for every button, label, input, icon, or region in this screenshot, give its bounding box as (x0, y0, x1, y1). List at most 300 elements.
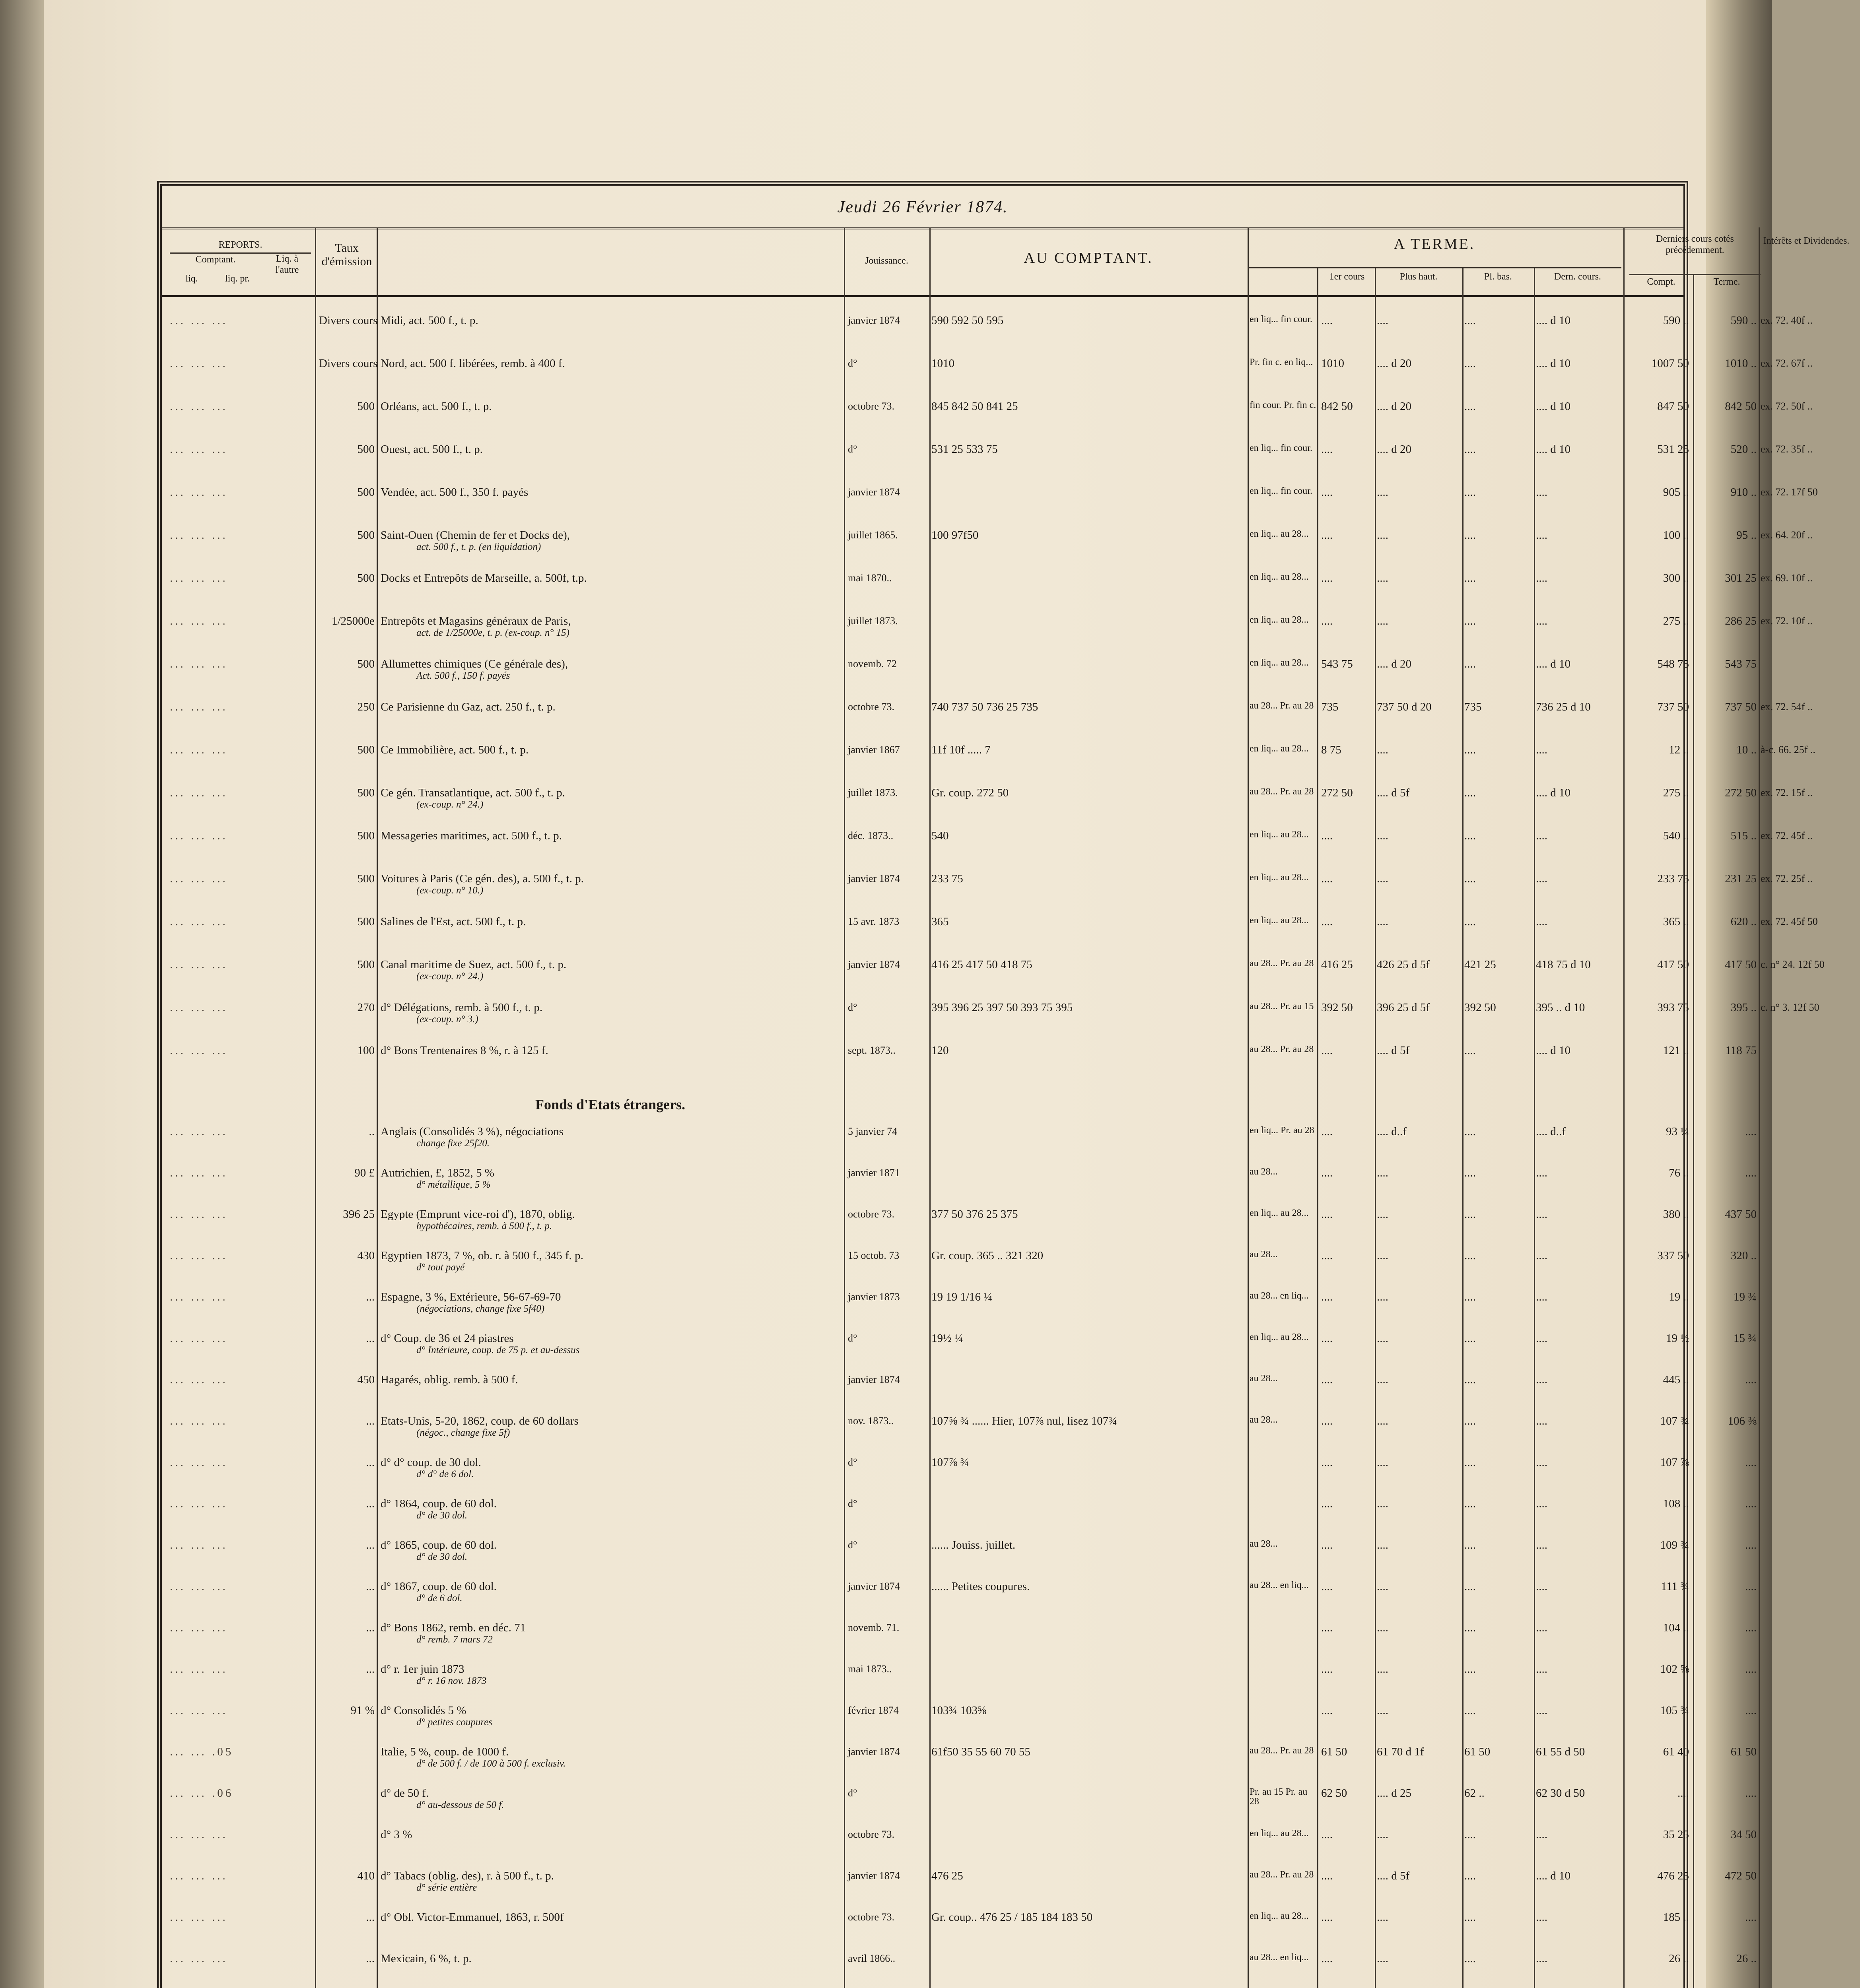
cell-first (1321, 357, 1373, 369)
cell-first-text: .... (1321, 1663, 1333, 1675)
cell-comp (931, 916, 1246, 928)
cell-bas-text: 735 (1464, 701, 1482, 713)
cell-plus-text: .... (1377, 1663, 1388, 1675)
cell-rep (170, 1746, 311, 1758)
cell-name-text: Allumettes chimiques (Ce générale des), (381, 658, 568, 670)
cell-rep-text: ... ... ... (170, 615, 228, 627)
cell-plus (1377, 529, 1460, 541)
cell-bas (1464, 1208, 1532, 1220)
cell-comp (931, 1705, 1246, 1716)
cell-lterm (1693, 1705, 1757, 1716)
cell-lterm (1693, 701, 1757, 713)
cell-lterm-text: .... (1745, 1787, 1757, 1800)
cell-taux-text: ... (366, 1621, 375, 1634)
cell-terme-text: au 28... Pr. au 28 (1250, 701, 1314, 711)
cell-lcomp (1633, 357, 1689, 369)
cell-first-text: 8 75 (1321, 744, 1341, 756)
cell-plus (1377, 1539, 1460, 1551)
cell-comp (931, 529, 1246, 541)
cell-name (381, 1787, 842, 1811)
cell-dern-text: .... (1536, 1291, 1547, 1303)
cell-plus (1377, 959, 1460, 971)
cell-plus-text: .... (1377, 1373, 1388, 1386)
cell-name (381, 357, 842, 369)
cell-bas-text: 61 50 (1464, 1745, 1491, 1758)
cell-plus (1377, 1787, 1460, 1799)
cell-div (1761, 615, 1860, 627)
table-row (162, 1455, 1757, 1479)
cell-terme-text: fin cour. Pr. fin c. (1250, 400, 1316, 410)
cell-taux (319, 1332, 375, 1344)
cell-terme (1250, 400, 1317, 410)
cell-rep-text: ... ... ... (170, 1044, 228, 1057)
cell-plus (1377, 486, 1460, 498)
cell-lterm (1693, 529, 1757, 541)
cell-jouis (848, 615, 927, 627)
cell-dern (1536, 1044, 1619, 1056)
cell-name (381, 1580, 842, 1604)
cell-dern (1536, 486, 1619, 498)
cell-name (381, 701, 842, 713)
cell-plus-text: .... (1377, 1332, 1388, 1345)
cell-first (1321, 400, 1373, 412)
cell-bas (1464, 959, 1532, 971)
cell-lterm (1693, 959, 1757, 971)
cell-terme (1250, 315, 1317, 324)
cell-terme (1250, 1911, 1317, 1921)
cell-first-text: .... (1321, 615, 1333, 627)
cell-jouis-text: octobre 73. (848, 1208, 894, 1220)
cell-dern-text: .... (1536, 829, 1547, 842)
cell-taux (319, 572, 375, 584)
cell-lterm-text: 231 25 (1725, 872, 1757, 885)
cell-jouis (848, 1291, 927, 1303)
cell-first (1321, 658, 1373, 670)
cell-dern-text: 418 75 d 10 (1536, 958, 1591, 971)
cell-name-sub: Act. 500 f., 150 f. payés (416, 670, 510, 681)
cell-first-text: .... (1321, 1208, 1333, 1221)
cell-terme-text: en liq... au 28... (1250, 829, 1309, 840)
table-row (162, 1538, 1757, 1562)
cell-dern (1536, 1002, 1619, 1013)
cell-dern-text: 62 30 d 50 (1536, 1787, 1585, 1800)
cell-div (1761, 1002, 1860, 1013)
cell-bas-text: .... (1464, 1415, 1476, 1427)
cell-div (1761, 830, 1860, 842)
cell-jouis (848, 1498, 927, 1510)
cell-first (1321, 1580, 1373, 1592)
cell-first-text: .... (1321, 486, 1333, 499)
cell-rep (170, 1953, 311, 1965)
cell-lcomp (1633, 1580, 1689, 1592)
cell-first (1321, 787, 1373, 799)
cell-first-text: .... (1321, 314, 1333, 327)
cell-bas (1464, 529, 1532, 541)
table-row (162, 442, 1813, 466)
cell-dern-text: .... d 10 (1536, 786, 1570, 799)
cell-rep (170, 658, 311, 670)
cell-rep (170, 1622, 311, 1634)
cell-lterm (1693, 1787, 1757, 1799)
cell-taux-text: 100 (357, 1044, 375, 1057)
cell-taux-text: .. (369, 1125, 375, 1138)
cell-name-text: Etats-Unis, 5-20, 1862, coup. de 60 dollars (381, 1415, 579, 1427)
cell-dern-text: .... (1536, 1704, 1547, 1717)
cell-bas (1464, 486, 1532, 498)
cell-plus-text: .... (1377, 744, 1388, 756)
cell-dern (1536, 916, 1619, 928)
cell-first-text: .... (1321, 1249, 1333, 1262)
cell-terme (1250, 1746, 1317, 1755)
cell-jouis-text: d° (848, 1539, 857, 1551)
cell-lterm (1693, 658, 1757, 670)
cell-plus (1377, 443, 1460, 455)
cell-taux-text: ... (366, 1291, 375, 1303)
cell-terme-text: en liq... au 28... (1250, 615, 1309, 625)
cell-terme-text: en liq... au 28... (1250, 1911, 1309, 1921)
cell-name-sub: hypothécaires, remb. à 500 f., t. p. (416, 1221, 552, 1231)
cell-bas-text: .... (1464, 1332, 1476, 1345)
cell-plus-text: .... (1377, 1621, 1388, 1634)
cell-rep (170, 486, 311, 498)
cell-rep (170, 830, 311, 842)
cell-jouis-text: déc. 1873.. (848, 830, 894, 841)
cell-rep (170, 1663, 311, 1675)
cell-dern-text: .... (1536, 872, 1547, 885)
cell-name-text: d° Consolidés 5 % (381, 1704, 466, 1717)
cell-dern-text: .... (1536, 1456, 1547, 1469)
cell-lterm (1693, 1250, 1757, 1262)
cell-rep (170, 1374, 311, 1386)
cell-name-text: Entrepôts et Magasins généraux de Paris, (381, 615, 571, 627)
cell-comp (931, 830, 1246, 842)
cell-name (381, 1911, 842, 1923)
cell-bas (1464, 1374, 1532, 1386)
cell-plus-text: .... (1377, 572, 1388, 584)
date-line: Jeudi 26 Février 1874. (837, 198, 1008, 216)
cell-rep (170, 873, 311, 885)
cell-terme (1250, 1291, 1317, 1301)
cell-bas-text: .... (1464, 1373, 1476, 1386)
cell-bas (1464, 572, 1532, 584)
cell-bas (1464, 830, 1532, 842)
cell-lcomp-text: 26 .. (1669, 1952, 1689, 1965)
cell-terme-text: au 28... Pr. au 28 (1250, 958, 1314, 969)
cell-first (1321, 1539, 1373, 1551)
cell-lterm (1693, 1911, 1757, 1923)
cell-lcomp (1633, 1622, 1689, 1634)
cell-first (1321, 443, 1373, 455)
cell-taux (319, 1580, 375, 1592)
cell-comp-text: Gr. coup. 365 .. 321 320 (931, 1249, 1044, 1262)
table-row (162, 1786, 1757, 1810)
cell-div (1761, 529, 1860, 541)
cell-name-text: Ce Immobilière, act. 500 f., t. p. (381, 744, 529, 756)
cell-name-sub: (négociations, change fixe 5f40) (416, 1303, 545, 1314)
cell-jouis (848, 1829, 927, 1840)
cell-plus (1377, 744, 1460, 756)
cell-name (381, 529, 842, 553)
cell-lcomp-text: 337 50 (1657, 1249, 1689, 1262)
header-premier-cours: 1er cours (1329, 272, 1365, 282)
table-row (162, 656, 1757, 681)
cell-dern (1536, 1250, 1619, 1262)
cell-jouis-text: nov. 1873.. (848, 1415, 894, 1427)
cell-plus (1377, 916, 1460, 928)
cell-terme (1250, 1870, 1317, 1879)
cell-first (1321, 1415, 1373, 1427)
cell-comp (931, 1456, 1246, 1468)
cell-jouis-text: janvier 1867 (848, 744, 900, 755)
cell-name-text: d° 1865, coup. de 60 dol. (381, 1539, 497, 1551)
table-row (162, 1372, 1757, 1396)
cell-bas-text: .... (1464, 572, 1476, 584)
table-row (162, 1043, 1757, 1067)
cell-div-text: ex. 72. 54f .. (1761, 701, 1813, 712)
cell-lcomp (1633, 1208, 1689, 1220)
cell-jouis (848, 787, 927, 799)
cell-taux (319, 1539, 375, 1551)
cell-first-text: .... (1321, 1415, 1333, 1427)
cell-dern (1536, 1167, 1619, 1179)
cell-div (1761, 959, 1860, 971)
cell-lterm (1693, 315, 1757, 326)
cell-jouis-text: novemb. 71. (848, 1622, 900, 1633)
cell-jouis-text: octobre 73. (848, 1829, 894, 1840)
cell-bas (1464, 1787, 1532, 1799)
cell-plus-text: .... (1377, 486, 1388, 499)
cell-lcomp (1633, 1456, 1689, 1468)
cell-taux (319, 658, 375, 670)
cell-lterm-text: .... (1745, 1621, 1757, 1634)
cell-name (381, 1291, 842, 1315)
cell-plus (1377, 1746, 1460, 1758)
cell-div-text: ex. 72. 45f 50 (1761, 916, 1818, 927)
cell-plus (1377, 1622, 1460, 1634)
cell-rep-text: ... ... ... (170, 701, 228, 713)
cell-rep (170, 1498, 311, 1510)
cell-jouis (848, 1415, 927, 1427)
cell-name-text: Autrichien, £, 1852, 5 % (381, 1167, 494, 1179)
cell-lcomp (1633, 1911, 1689, 1923)
cell-div (1761, 400, 1860, 412)
table-row (162, 699, 1813, 723)
cell-lterm-text: .... (1745, 1125, 1757, 1138)
cell-first (1321, 959, 1373, 971)
cell-name-text: Egypte (Emprunt vice-roi d'), 1870, oblig. (381, 1208, 575, 1221)
cell-bas-text: .... (1464, 872, 1476, 885)
cell-lterm-text: 272 50 (1725, 786, 1757, 799)
cell-comp-text: 531 25 533 75 (931, 443, 998, 456)
cell-dern-text: .... (1536, 1621, 1547, 1634)
cell-lcomp (1633, 400, 1689, 412)
table-row (162, 1827, 1757, 1851)
cell-comp (931, 315, 1246, 326)
cell-lcomp (1633, 1953, 1689, 1965)
cell-dern-text: .... (1536, 1539, 1547, 1551)
cell-plus (1377, 1415, 1460, 1427)
cell-terme-text: au 28... (1250, 1167, 1278, 1177)
cell-name-sub: act. 500 f., t. p. (en liquidation) (416, 542, 541, 552)
cell-dern-text: .... d 10 (1536, 1870, 1570, 1882)
cell-comp (931, 1580, 1246, 1592)
cell-jouis (848, 1002, 927, 1013)
cell-terme-text: au 28... Pr. au 28 (1250, 1870, 1314, 1880)
cell-rep-text: ... ... ... (170, 1497, 228, 1510)
cell-terme (1250, 1332, 1317, 1342)
cell-lcomp-text: 275 .. (1663, 615, 1689, 627)
cell-taux-text: 410 (357, 1870, 375, 1882)
cell-rep-text: ... ... ... (170, 572, 228, 584)
cell-jouis (848, 486, 927, 498)
cell-first (1321, 1787, 1373, 1799)
cell-name (381, 1002, 842, 1025)
cell-jouis-text: janvier 1874 (848, 1746, 900, 1757)
cell-lcomp-text: 105 ¾ (1660, 1704, 1689, 1717)
cell-bas (1464, 744, 1532, 756)
cell-rep (170, 787, 311, 799)
cell-comp (931, 400, 1246, 412)
cell-dern (1536, 701, 1619, 713)
cell-comp (931, 959, 1246, 971)
cell-jouis-text: mai 1870.. (848, 572, 892, 584)
table-row (162, 1248, 1757, 1273)
cell-lterm-text: .... (1745, 1167, 1757, 1179)
cell-bas (1464, 1870, 1532, 1882)
cell-bas-text: .... (1464, 658, 1476, 670)
cell-plus-text: .... (1377, 1167, 1388, 1179)
cell-jouis (848, 744, 927, 756)
cell-bas-text: 421 25 (1464, 958, 1496, 971)
cell-jouis-text: 5 janvier 74 (848, 1126, 898, 1137)
cell-comp (931, 1208, 1246, 1220)
table-row (162, 1331, 1757, 1355)
cell-taux-text: 91 % (350, 1704, 375, 1717)
cell-lterm (1693, 443, 1757, 455)
cell-name (381, 1746, 842, 1770)
cell-lcomp (1633, 1291, 1689, 1303)
cell-bas (1464, 1002, 1532, 1013)
cell-name (381, 787, 842, 811)
cell-bas-text: .... (1464, 400, 1476, 413)
cell-dern (1536, 400, 1619, 412)
cell-lcomp-text: 300 .. (1663, 572, 1689, 584)
cell-plus (1377, 1870, 1460, 1882)
table-row (162, 1744, 1757, 1769)
cell-rep-text: ... ... ... (170, 486, 228, 499)
cell-name-text: Mexicain, 6 %, t. p. (381, 1952, 472, 1965)
cell-comp (931, 1746, 1246, 1758)
cell-first (1321, 1374, 1373, 1386)
cell-rep (170, 1250, 311, 1262)
cell-bas (1464, 1829, 1532, 1840)
cell-lterm (1693, 1829, 1757, 1840)
cell-div (1761, 873, 1860, 885)
cell-lterm (1693, 1415, 1757, 1427)
header-jouissance: Jouissance. (865, 256, 908, 266)
cell-bas (1464, 1580, 1532, 1592)
cell-bas (1464, 1167, 1532, 1179)
cell-terme (1250, 916, 1317, 925)
cell-dern-text: .... (1536, 744, 1547, 756)
cell-bas (1464, 315, 1532, 326)
cell-dern (1536, 315, 1619, 326)
cell-rep (170, 744, 311, 756)
cell-terme (1250, 443, 1317, 453)
cell-name (381, 486, 842, 498)
cell-bas-text: 392 50 (1464, 1001, 1496, 1014)
cell-bas-text: .... (1464, 1621, 1476, 1634)
cell-bas (1464, 1746, 1532, 1758)
cell-lterm-text: 620 .. (1730, 915, 1757, 928)
cell-rep-text: ... ... ... (170, 872, 228, 885)
cell-name (381, 873, 842, 897)
cell-lcomp (1633, 1870, 1689, 1882)
cell-comp-text: 61f50 35 55 60 70 55 (931, 1745, 1030, 1758)
cell-lterm (1693, 615, 1757, 627)
cell-lterm (1693, 1126, 1757, 1138)
cell-rep-text: ... ... ... (170, 915, 228, 928)
cell-jouis-text: d° (848, 1787, 857, 1799)
cell-bas-text: .... (1464, 486, 1476, 499)
cell-comp (931, 1870, 1246, 1882)
cell-jouis (848, 1374, 927, 1386)
cell-rep-text: ... ... ... (170, 958, 228, 971)
cell-terme (1250, 486, 1317, 496)
cell-name (381, 916, 842, 928)
cell-name (381, 1705, 842, 1728)
cell-comp-text: 476 25 (931, 1870, 963, 1882)
cell-first-text: 62 50 (1321, 1787, 1347, 1800)
cell-dern-text: .... (1536, 615, 1547, 627)
cell-terme-text: en liq... fin cour. (1250, 486, 1312, 496)
cell-name-sub: change fixe 25f20. (416, 1138, 490, 1149)
table-row (162, 485, 1818, 509)
cell-bas-text: .... (1464, 1539, 1476, 1551)
cell-lcomp (1633, 1167, 1689, 1179)
cell-lcomp-text: .... (1677, 1787, 1689, 1800)
cell-lterm (1693, 1870, 1757, 1882)
cell-jouis-text: sept. 1873.. (848, 1044, 896, 1056)
cell-name-sub: (ex-coup. n° 24.) (416, 971, 484, 982)
cell-div (1761, 572, 1860, 584)
table-row (162, 1910, 1757, 1934)
cell-div (1761, 443, 1860, 455)
cell-terme (1250, 615, 1317, 625)
cell-rep-text: ... ... ... (170, 1663, 228, 1675)
cell-first (1321, 1126, 1373, 1138)
cell-rep (170, 357, 311, 369)
cell-terme-text: en liq... au 28... (1250, 1828, 1309, 1839)
cell-dern-text: .... (1536, 1828, 1547, 1841)
cell-lterm-text: 61 50 (1730, 1745, 1757, 1758)
cell-lcomp-text: 108 .. (1663, 1497, 1689, 1510)
cell-lcomp (1633, 1705, 1689, 1716)
cell-name-text: Nord, act. 500 f. libérées, remb. à 400 f. (381, 357, 565, 370)
cell-plus-text: .... (1377, 1704, 1388, 1717)
cell-lterm-text: 26 .. (1736, 1952, 1757, 1965)
cell-first (1321, 830, 1373, 842)
cell-first (1321, 1746, 1373, 1758)
cell-lcomp-text: 100 .. (1663, 529, 1689, 542)
cell-name (381, 1870, 842, 1894)
cell-lcomp-text: 76 .. (1669, 1167, 1689, 1179)
cell-lcomp (1633, 486, 1689, 498)
cell-jouis (848, 1126, 927, 1138)
cell-first-text: .... (1321, 1828, 1333, 1841)
cell-div-text: ex. 72. 50f .. (1761, 400, 1813, 412)
cell-name (381, 1332, 842, 1356)
